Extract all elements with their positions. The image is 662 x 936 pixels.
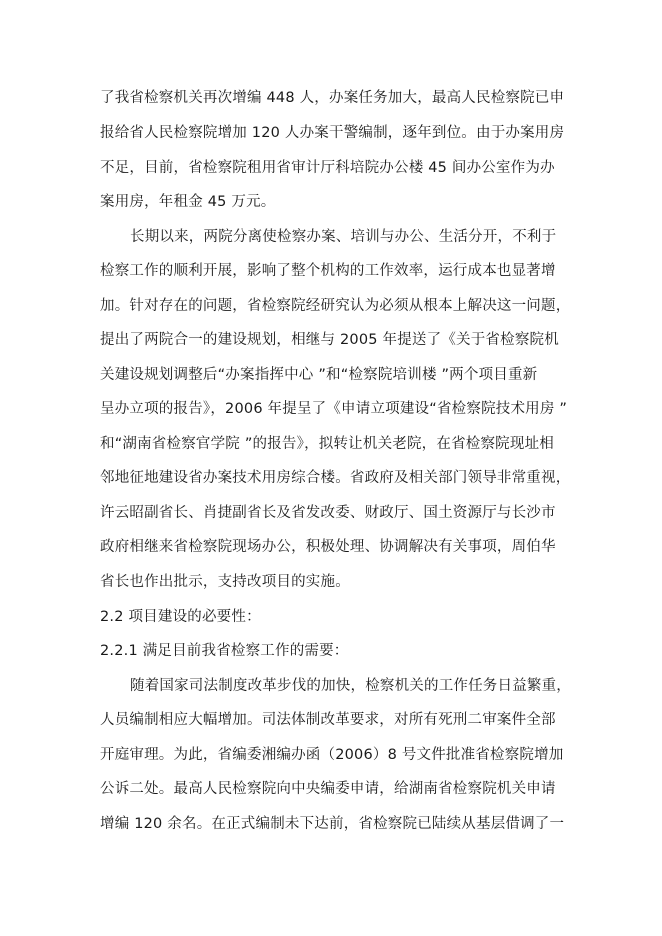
text-line: 邻地征地建设省办案技术用房综合楼。省政府及相关部门领导非常重视，	[100, 470, 571, 486]
text-line: 和“湖南省检察官学院 ”的报告》，拟转让机关老院，在省检察院现址相	[100, 436, 554, 452]
text-line: 不足，目前，省检察院租用省审计厅科培院办公楼 45 间办公室作为办	[100, 160, 555, 176]
text-line: 公诉二处。最高人民检察院向中央编委申请，给湖南省检察院机关申请	[100, 781, 556, 797]
text-line: 了我省检察机关再次增编 448 人，办案任务加大，最高人民检察院已申	[100, 90, 565, 106]
section-heading: 2.2 项目建设的必要性：	[100, 609, 261, 625]
text-line: 呈办立项的报告》，2006 年提呈了《申请立项建设“省检察院技术用房 ”	[100, 401, 568, 417]
text-line: 案用房，年租金 45 万元。	[100, 194, 276, 210]
text-line: 随着国家司法制度改革步伐的加快，检察机关的工作任务日益繁重，	[130, 678, 571, 694]
text-line: 增编 120 余名。在正式编制未下达前，省检察院已陆续从基层借调了一	[100, 816, 565, 832]
text-line: 检察工作的顺利开展，影响了整个机构的工作效率，运行成本也显著增	[100, 263, 556, 279]
text-line: 加。针对存在的问题，省检察院经研究认为必须从根本上解决这一问题，	[100, 298, 571, 314]
text-line: 许云昭副省长、肖捷副省长及省发改委、财政厅、国土资源厅与长沙市	[100, 505, 556, 521]
text-line: 开庭审理。为此，省编委湘编办函（2006）8 号文件批准省检察院增加	[100, 747, 564, 763]
text-line: 提出了两院合一的建设规划，相继与 2005 年提送了《关于省检察院机	[100, 332, 559, 348]
text-line: 报给省人民检察院增加 120 人办案干警编制，逐年到位。由于办案用房	[100, 125, 565, 141]
text-line: 人员编制相应大幅增加。司法体制改革要求，对所有死刑二审案件全部	[100, 712, 556, 728]
text-line: 政府相继来省检察院现场办公，积极处理、协调解决有关事项，周伯华	[100, 539, 556, 555]
text-line: 长期以来，两院分离使检察办案、培训与办公、生活分开，不利于	[130, 229, 557, 245]
text-line: 关建设规划调整后“办案指挥中心 ”和“检察院培训楼 ”两个项目重新	[100, 367, 538, 383]
text-line: 省长也作出批示，支持改项目的实施。	[100, 574, 350, 590]
subsection-heading: 2.2.1 满足目前我省检察工作的需要：	[100, 643, 349, 659]
